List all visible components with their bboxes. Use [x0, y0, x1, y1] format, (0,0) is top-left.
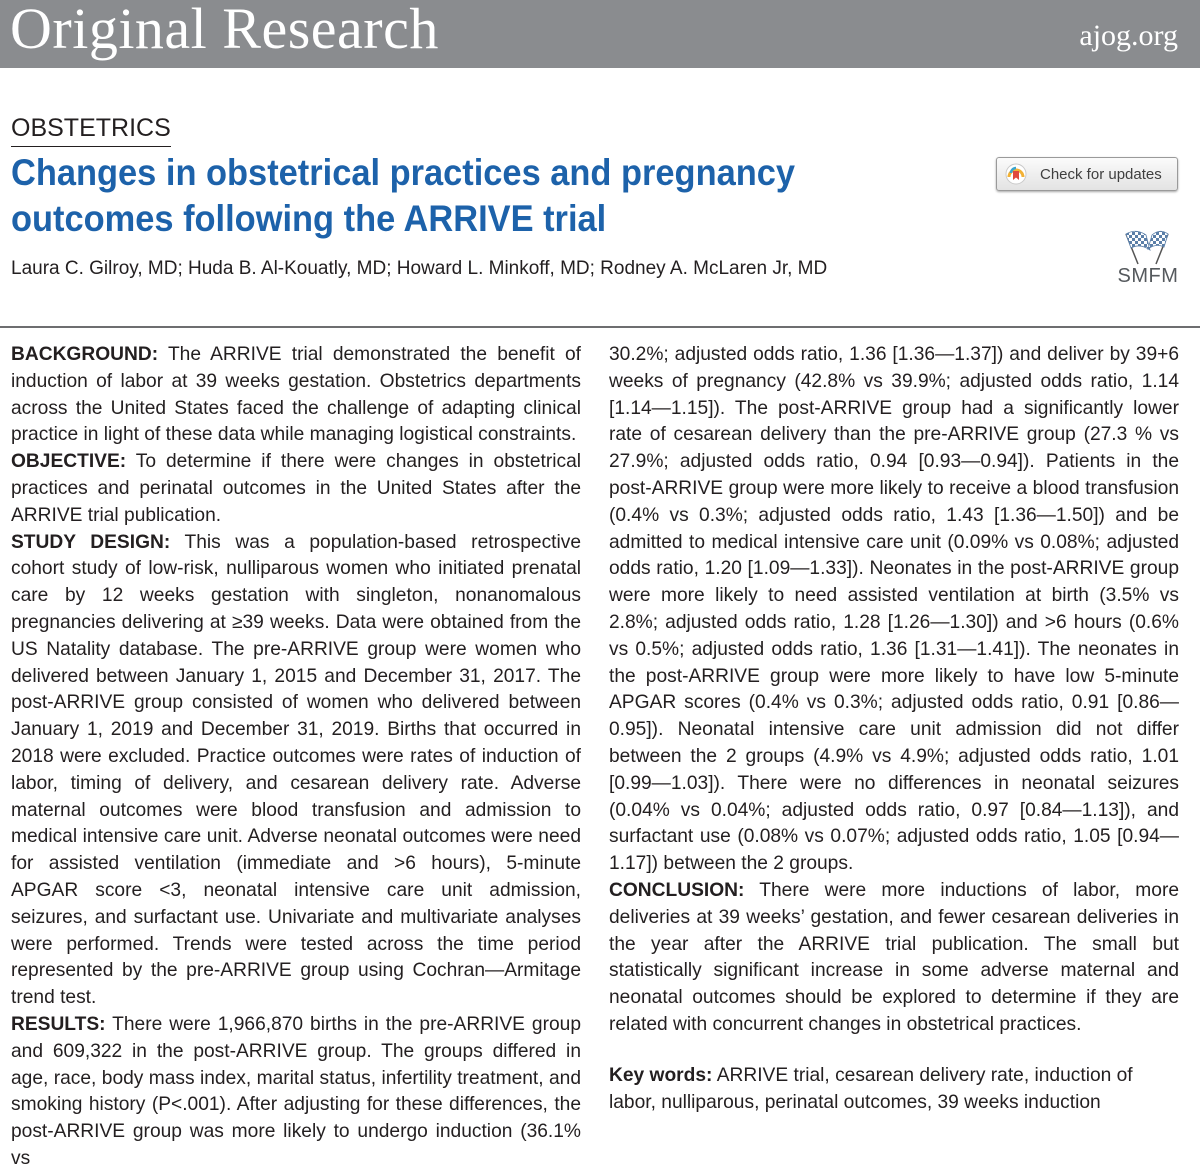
keywords-label: Key words:	[609, 1064, 713, 1086]
abstract-results-start	[11, 1012, 581, 1173]
study-design-label: STUDY DESIGN:	[11, 531, 171, 553]
abstract-results-continued	[609, 342, 1179, 878]
article-title: Changes in obstetrical practices and pregnancy outcomes following the ARRIVE trial	[11, 152, 796, 239]
smfm-logo	[1108, 226, 1188, 294]
keywords-text: ARRIVE trial, cesarean delivery rate, induction of labor, nulliparous, perinatal outcomes, 39 weeks induction	[609, 1064, 1133, 1113]
objective-text: To determine if there were changes in obstetrical practices and perinatal outcomes in the United States after the ARRIVE trial publication.	[11, 451, 581, 526]
journal-site-link[interactable]: ajog.org	[1079, 19, 1178, 52]
conclusion-text: There were more inductions of labor, more deliveries at 39 weeks’ gestation, and fewer cesarean deliveries in the year after the ARRIVE trial publication. The small but statistically significant increase in some adverse maternal and neonatal outcomes should be explored to determine if they are related with concurrent changes in obstetrical practices.	[609, 879, 1180, 1035]
objective-label: OBJECTIVE:	[11, 451, 127, 473]
smfm-logo-text: SMFM	[1117, 265, 1179, 287]
header-divider	[0, 326, 1200, 328]
abstract-background	[11, 342, 581, 449]
results-label: RESULTS:	[11, 1013, 106, 1035]
checkered-flags-icon	[1108, 226, 1188, 266]
study-design-text: This was a population-based retrospective cohort study of low-risk, nulliparous women who initiated prenatal care by 12 weeks gestation with singleton, nonanomalous pregnancies delivering at ≥39 weeks. Data were obtained from the US Natality database. The pre-ARRIVE group were women who delivered between January 1, 2015 and December 31, 2017. The post-ARRIVE group consisted of women who delivered between January 1, 2019 and December 31, 2019. Births that occurred in 2018 were excluded. Practice outcomes were rates of induction of labor, timing of delivery, and cesarean delivery rate. Adverse maternal outcomes were blood transfusion and admission to medical intensive care unit. Adverse neonatal outcomes were need for assisted ventilation (immediate and >6 hours), 5-minute APGAR score <3, neonatal intensive care unit admission, seizures, and surfactant use. Univariate and multivariate analyses were performed. Trends were tested across the time period represented by the pre-ARRIVE group using Cochran—Armitage trend test.	[11, 531, 582, 1009]
background-label: BACKGROUND:	[11, 344, 159, 365]
journal-banner	[0, 0, 1200, 68]
keywords	[609, 1063, 1179, 1117]
background-text: The ARRIVE trial demonstrated the benefit of induction of labor at 39 weeks gestation. Obstetrics departments across the United States faced the challenge of adapting clinical practice in light of these data while managing logistical constraints.	[11, 344, 581, 446]
check-for-updates-icon	[1005, 163, 1027, 185]
section-label: OBSTETRICS	[11, 112, 171, 147]
results-text-part1: There were 1,966,870 births in the pre-ARRIVE group and 609,322 in the post-ARRIVE group. The groups differed in age, race, body mass index, marital status, infertility treatment, and smoking history (P<.001). After adjusting for these differences, the post-ARRIVE group was more likely to undergo induction (36.1% vs	[11, 1013, 581, 1169]
check-for-updates-label: Check for updates	[1040, 165, 1162, 183]
abstract-objective	[11, 449, 581, 529]
conclusion-label: CONCLUSION:	[609, 879, 745, 901]
abstract-left-column	[11, 342, 581, 1173]
abstract-study-design	[11, 530, 581, 1012]
results-text-part2: 30.2%; adjusted odds ratio, 1.36 [1.36—1.37]) and deliver by 39+6 weeks of pregnancy (42.8% vs 39.9%; adjusted odds ratio, 1.14 [1.14—1.15]). The post-ARRIVE group had a significantly lower rate of cesarean delivery than the pre-ARRIVE group (27.3 % vs 27.9%; adjusted odds ratio, 0.94 [0.93—0.94]). Patients in the post-ARRIVE group were more likely to receive a blood transfusion (0.4% vs 0.3%; adjusted odds ratio, 1.43 [1.36—1.50]) and be admitted to medical intensive care unit (0.09% vs 0.08%; adjusted odds ratio, 1.20 [1.09—1.33]). Neonates in the post-ARRIVE group were more likely to need assisted ventilation at birth (3.5% vs 2.8%; adjusted odds ratio, 1.28 [1.26—1.30]) and >6 hours (0.6% vs 0.5%; adjusted odds ratio, 1.36 [1.31—1.41]). The neonates in the post-ARRIVE group were more likely to have low 5-minute APGAR scores (0.4% vs 0.3%; adjusted odds ratio, 0.91 [0.86—0.95]). Neonatal intensive care unit admission did not differ between the 2 groups (4.9% vs 4.9%; adjusted odds ratio, 1.01 [0.99—1.03]). There were no differences in neonatal seizures (0.04% vs 0.04%; adjusted odds ratio, 0.97 [0.84—1.13]), and surfactant use (0.08% vs 0.07%; adjusted odds ratio, 1.05 [0.94—1.17]) between the 2 groups.	[609, 344, 1179, 875]
author-list: Laura C. Gilroy, MD; Huda B. Al-Kouatly, MD; Howard L. Minkoff, MD; Rodney A. McLaren Jr, MD	[11, 258, 828, 279]
abstract-conclusion	[609, 878, 1179, 1039]
abstract-right-column	[609, 342, 1179, 1116]
check-for-updates-button[interactable]	[996, 157, 1178, 191]
banner-title: Original Research	[10, 0, 439, 61]
